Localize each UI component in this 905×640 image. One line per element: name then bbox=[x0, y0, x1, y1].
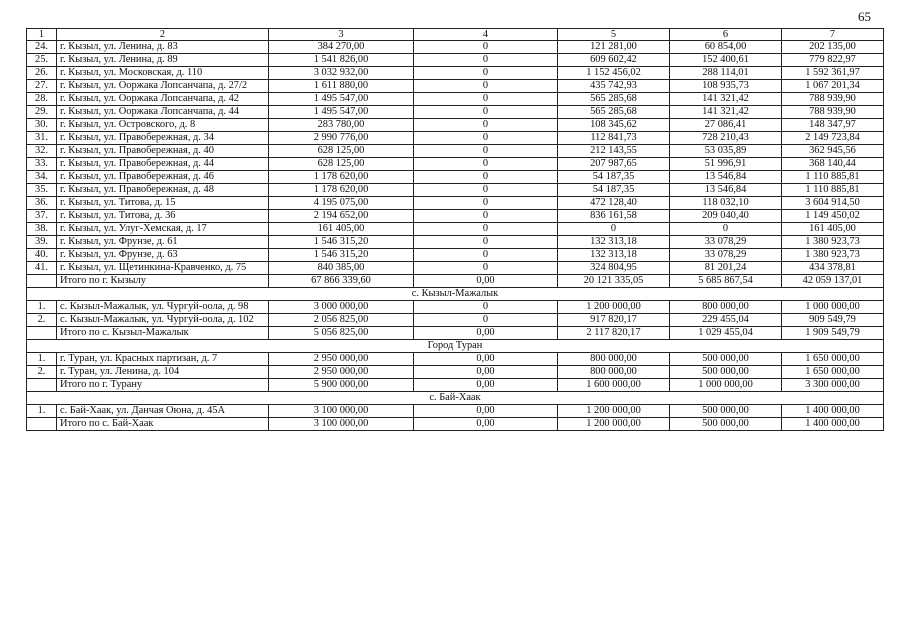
column-4-value: 0 bbox=[414, 106, 558, 119]
column-6-value: 1 000 000,00 bbox=[670, 379, 782, 392]
section-title: с. Бай-Хаак bbox=[27, 392, 884, 405]
row-number: 37. bbox=[27, 210, 57, 223]
address-cell: г. Кызыл, ул. Титова, д. 36 bbox=[57, 210, 269, 223]
column-6-value: 51 996,91 bbox=[670, 158, 782, 171]
address-cell: г. Кызыл, ул. Ооржака Лопсанчапа, д. 42 bbox=[57, 93, 269, 106]
column-4-value: 0 bbox=[414, 210, 558, 223]
column-6-value: 500 000,00 bbox=[670, 366, 782, 379]
column-7-value: 1 067 201,34 bbox=[782, 80, 884, 93]
column-6-value: 81 201,24 bbox=[670, 262, 782, 275]
column-header: 1 bbox=[27, 29, 57, 41]
column-3-value: 384 270,00 bbox=[269, 41, 414, 54]
address-cell: г. Кызыл, ул. Щетинкина-Кравченко, д. 75 bbox=[57, 262, 269, 275]
table-row bbox=[27, 197, 884, 210]
column-4-value: 0 bbox=[414, 184, 558, 197]
column-7-value: 202 135,00 bbox=[782, 41, 884, 54]
total-row bbox=[27, 379, 884, 392]
column-3-value: 1 546 315,20 bbox=[269, 236, 414, 249]
table-row bbox=[27, 145, 884, 158]
address-cell: Итого по с. Кызыл-Мажалык bbox=[57, 327, 269, 340]
column-7-value: 42 059 137,01 bbox=[782, 275, 884, 288]
address-cell: г. Кызыл, ул. Правобережная, д. 34 bbox=[57, 132, 269, 145]
table-row bbox=[27, 314, 884, 327]
row-number bbox=[27, 327, 57, 340]
column-5-value: 132 313,18 bbox=[558, 249, 670, 262]
column-6-value: 229 455,04 bbox=[670, 314, 782, 327]
column-7-value: 362 945,56 bbox=[782, 145, 884, 158]
column-3-value: 283 780,00 bbox=[269, 119, 414, 132]
column-4-value: 0 bbox=[414, 67, 558, 80]
column-5-value: 435 742,93 bbox=[558, 80, 670, 93]
section-title: с. Кызыл-Мажалык bbox=[27, 288, 884, 301]
column-6-value: 33 078,29 bbox=[670, 236, 782, 249]
column-3-value: 1 178 620,00 bbox=[269, 184, 414, 197]
column-3-value: 628 125,00 bbox=[269, 158, 414, 171]
row-number: 30. bbox=[27, 119, 57, 132]
column-5-value: 1 200 000,00 bbox=[558, 405, 670, 418]
column-7-value: 1 380 923,73 bbox=[782, 236, 884, 249]
column-3-value: 2 056 825,00 bbox=[269, 314, 414, 327]
address-cell: Итого по с. Бай-Хаак bbox=[57, 418, 269, 431]
table-row bbox=[27, 119, 884, 132]
row-number: 40. bbox=[27, 249, 57, 262]
column-5-value: 212 143,55 bbox=[558, 145, 670, 158]
column-header-row bbox=[27, 29, 884, 41]
table-row bbox=[27, 249, 884, 262]
column-4-value: 0,00 bbox=[414, 379, 558, 392]
column-7-value: 788 939,90 bbox=[782, 106, 884, 119]
column-3-value: 2 950 000,00 bbox=[269, 366, 414, 379]
row-number: 1. bbox=[27, 353, 57, 366]
column-6-value: 13 546,84 bbox=[670, 171, 782, 184]
column-4-value: 0,00 bbox=[414, 353, 558, 366]
row-number: 29. bbox=[27, 106, 57, 119]
address-cell: г. Кызыл, ул. Ооржака Лопсанчапа, д. 27/2 bbox=[57, 80, 269, 93]
table-row bbox=[27, 41, 884, 54]
row-number: 24. bbox=[27, 41, 57, 54]
address-cell: Итого по г. Кызылу bbox=[57, 275, 269, 288]
column-6-value: 500 000,00 bbox=[670, 353, 782, 366]
column-7-value: 1 149 450,02 bbox=[782, 210, 884, 223]
column-header: 4 bbox=[414, 29, 558, 41]
column-4-value: 0 bbox=[414, 54, 558, 67]
column-5-value: 472 128,40 bbox=[558, 197, 670, 210]
column-4-value: 0 bbox=[414, 223, 558, 236]
row-number: 2. bbox=[27, 314, 57, 327]
column-7-value: 1 400 000,00 bbox=[782, 405, 884, 418]
column-7-value: 3 300 000,00 bbox=[782, 379, 884, 392]
table-row bbox=[27, 171, 884, 184]
column-5-value: 565 285,68 bbox=[558, 93, 670, 106]
column-4-value: 0 bbox=[414, 314, 558, 327]
column-5-value: 54 187,35 bbox=[558, 184, 670, 197]
column-6-value: 728 210,43 bbox=[670, 132, 782, 145]
column-7-value: 368 140,44 bbox=[782, 158, 884, 171]
row-number: 38. bbox=[27, 223, 57, 236]
address-cell: г. Кызыл, ул. Правобережная, д. 40 bbox=[57, 145, 269, 158]
data-table bbox=[26, 28, 884, 431]
column-3-value: 4 195 075,00 bbox=[269, 197, 414, 210]
column-6-value: 118 032,10 bbox=[670, 197, 782, 210]
column-4-value: 0 bbox=[414, 171, 558, 184]
table-row bbox=[27, 366, 884, 379]
column-4-value: 0 bbox=[414, 145, 558, 158]
column-6-value: 500 000,00 bbox=[670, 418, 782, 431]
column-7-value: 788 939,90 bbox=[782, 93, 884, 106]
row-number bbox=[27, 379, 57, 392]
column-4-value: 0,00 bbox=[414, 275, 558, 288]
column-6-value: 209 040,40 bbox=[670, 210, 782, 223]
table-row bbox=[27, 158, 884, 171]
column-7-value: 1 380 923,73 bbox=[782, 249, 884, 262]
column-7-value: 1 110 885,81 bbox=[782, 171, 884, 184]
column-3-value: 1 495 547,00 bbox=[269, 93, 414, 106]
column-3-value: 5 900 000,00 bbox=[269, 379, 414, 392]
column-3-value: 2 990 776,00 bbox=[269, 132, 414, 145]
column-7-value: 1 400 000,00 bbox=[782, 418, 884, 431]
row-number: 41. bbox=[27, 262, 57, 275]
row-number: 28. bbox=[27, 93, 57, 106]
column-5-value: 1 200 000,00 bbox=[558, 301, 670, 314]
row-number: 26. bbox=[27, 67, 57, 80]
column-5-value: 20 121 335,05 bbox=[558, 275, 670, 288]
table-row bbox=[27, 132, 884, 145]
row-number: 25. bbox=[27, 54, 57, 67]
column-6-value: 152 400,61 bbox=[670, 54, 782, 67]
column-4-value: 0 bbox=[414, 132, 558, 145]
address-cell: г. Кызыл, ул. Титова, д. 15 bbox=[57, 197, 269, 210]
total-row bbox=[27, 418, 884, 431]
row-number: 31. bbox=[27, 132, 57, 145]
column-3-value: 3 100 000,00 bbox=[269, 405, 414, 418]
row-number: 1. bbox=[27, 405, 57, 418]
column-3-value: 3 032 932,00 bbox=[269, 67, 414, 80]
column-6-value: 0 bbox=[670, 223, 782, 236]
row-number bbox=[27, 418, 57, 431]
column-3-value: 2 950 000,00 bbox=[269, 353, 414, 366]
column-header: 6 bbox=[670, 29, 782, 41]
column-7-value: 1 000 000,00 bbox=[782, 301, 884, 314]
column-6-value: 53 035,89 bbox=[670, 145, 782, 158]
table-row bbox=[27, 301, 884, 314]
column-5-value: 1 600 000,00 bbox=[558, 379, 670, 392]
column-4-value: 0 bbox=[414, 158, 558, 171]
column-3-value: 3 000 000,00 bbox=[269, 301, 414, 314]
column-5-value: 917 820,17 bbox=[558, 314, 670, 327]
column-5-value: 0 bbox=[558, 223, 670, 236]
column-3-value: 1 611 880,00 bbox=[269, 80, 414, 93]
column-header: 7 bbox=[782, 29, 884, 41]
column-4-value: 0 bbox=[414, 262, 558, 275]
address-cell: г. Кызыл, ул. Фрунзе, д. 63 bbox=[57, 249, 269, 262]
column-3-value: 1 546 315,20 bbox=[269, 249, 414, 262]
section-header-row bbox=[27, 288, 884, 301]
total-row bbox=[27, 327, 884, 340]
column-7-value: 1 650 000,00 bbox=[782, 366, 884, 379]
table-row bbox=[27, 405, 884, 418]
column-4-value: 0 bbox=[414, 236, 558, 249]
column-7-value: 3 604 914,50 bbox=[782, 197, 884, 210]
column-3-value: 67 866 339,60 bbox=[269, 275, 414, 288]
row-number: 33. bbox=[27, 158, 57, 171]
column-7-value: 161 405,00 bbox=[782, 223, 884, 236]
column-4-value: 0,00 bbox=[414, 327, 558, 340]
row-number: 39. bbox=[27, 236, 57, 249]
column-6-value: 141 321,42 bbox=[670, 93, 782, 106]
column-header: 2 bbox=[57, 29, 269, 41]
table-row bbox=[27, 262, 884, 275]
column-3-value: 3 100 000,00 bbox=[269, 418, 414, 431]
column-6-value: 288 114,01 bbox=[670, 67, 782, 80]
column-3-value: 628 125,00 bbox=[269, 145, 414, 158]
column-6-value: 60 854,00 bbox=[670, 41, 782, 54]
address-cell: с. Бай-Хаак, ул. Данчая Оюна, д. 45А bbox=[57, 405, 269, 418]
row-number: 32. bbox=[27, 145, 57, 158]
row-number bbox=[27, 275, 57, 288]
row-number: 34. bbox=[27, 171, 57, 184]
column-3-value: 5 056 825,00 bbox=[269, 327, 414, 340]
address-cell: Итого по г. Турану bbox=[57, 379, 269, 392]
column-6-value: 800 000,00 bbox=[670, 301, 782, 314]
column-5-value: 800 000,00 bbox=[558, 353, 670, 366]
column-5-value: 324 804,95 bbox=[558, 262, 670, 275]
row-number: 2. bbox=[27, 366, 57, 379]
column-7-value: 434 378,81 bbox=[782, 262, 884, 275]
table-row bbox=[27, 93, 884, 106]
table-row bbox=[27, 236, 884, 249]
column-5-value: 609 602,42 bbox=[558, 54, 670, 67]
column-4-value: 0 bbox=[414, 41, 558, 54]
column-3-value: 1 178 620,00 bbox=[269, 171, 414, 184]
table-row bbox=[27, 54, 884, 67]
row-number: 35. bbox=[27, 184, 57, 197]
table-row bbox=[27, 184, 884, 197]
column-6-value: 1 029 455,04 bbox=[670, 327, 782, 340]
column-6-value: 5 685 867,54 bbox=[670, 275, 782, 288]
address-cell: г. Кызыл, ул. Правобережная, д. 48 bbox=[57, 184, 269, 197]
column-4-value: 0 bbox=[414, 249, 558, 262]
row-number: 36. bbox=[27, 197, 57, 210]
column-7-value: 909 549,79 bbox=[782, 314, 884, 327]
address-cell: г. Кызыл, ул. Фрунзе, д. 61 bbox=[57, 236, 269, 249]
address-cell: г. Туран, ул. Красных партизан, д. 7 bbox=[57, 353, 269, 366]
row-number: 1. bbox=[27, 301, 57, 314]
section-header-row bbox=[27, 340, 884, 353]
column-7-value: 2 149 723,84 bbox=[782, 132, 884, 145]
column-7-value: 148 347,97 bbox=[782, 119, 884, 132]
address-cell: г. Туран, ул. Ленина, д. 104 bbox=[57, 366, 269, 379]
address-cell: г. Кызыл, ул. Московская, д. 110 bbox=[57, 67, 269, 80]
column-7-value: 779 822,97 bbox=[782, 54, 884, 67]
column-4-value: 0 bbox=[414, 119, 558, 132]
column-5-value: 132 313,18 bbox=[558, 236, 670, 249]
address-cell: г. Кызыл, ул. Ленина, д. 83 bbox=[57, 41, 269, 54]
column-5-value: 1 200 000,00 bbox=[558, 418, 670, 431]
table-row bbox=[27, 80, 884, 93]
address-cell: г. Кызыл, ул. Правобережная, д. 44 bbox=[57, 158, 269, 171]
address-cell: г. Кызыл, ул. Правобережная, д. 46 bbox=[57, 171, 269, 184]
column-4-value: 0,00 bbox=[414, 366, 558, 379]
address-cell: г. Кызыл, ул. Ооржака Лопсанчапа, д. 44 bbox=[57, 106, 269, 119]
column-5-value: 121 281,00 bbox=[558, 41, 670, 54]
column-5-value: 108 345,62 bbox=[558, 119, 670, 132]
table-row bbox=[27, 106, 884, 119]
column-4-value: 0,00 bbox=[414, 418, 558, 431]
table-row bbox=[27, 353, 884, 366]
total-row bbox=[27, 275, 884, 288]
column-7-value: 1 592 361,97 bbox=[782, 67, 884, 80]
column-4-value: 0 bbox=[414, 80, 558, 93]
column-5-value: 54 187,35 bbox=[558, 171, 670, 184]
column-6-value: 108 935,73 bbox=[670, 80, 782, 93]
column-5-value: 565 285,68 bbox=[558, 106, 670, 119]
address-cell: г. Кызыл, ул. Улуг-Хемская, д. 17 bbox=[57, 223, 269, 236]
column-7-value: 1 650 000,00 bbox=[782, 353, 884, 366]
table-row bbox=[27, 223, 884, 236]
column-3-value: 1 541 826,00 bbox=[269, 54, 414, 67]
page-number: 65 bbox=[858, 9, 871, 24]
column-3-value: 2 194 652,00 bbox=[269, 210, 414, 223]
column-7-value: 1 110 885,81 bbox=[782, 184, 884, 197]
address-cell: г. Кызыл, ул. Островского, д. 8 bbox=[57, 119, 269, 132]
column-5-value: 836 161,58 bbox=[558, 210, 670, 223]
column-4-value: 0 bbox=[414, 197, 558, 210]
address-cell: г. Кызыл, ул. Ленина, д. 89 bbox=[57, 54, 269, 67]
column-6-value: 500 000,00 bbox=[670, 405, 782, 418]
column-header: 3 bbox=[269, 29, 414, 41]
column-3-value: 161 405,00 bbox=[269, 223, 414, 236]
section-header-row bbox=[27, 392, 884, 405]
column-4-value: 0 bbox=[414, 93, 558, 106]
column-3-value: 840 385,00 bbox=[269, 262, 414, 275]
column-4-value: 0,00 bbox=[414, 405, 558, 418]
column-5-value: 1 152 456,02 bbox=[558, 67, 670, 80]
column-4-value: 0 bbox=[414, 301, 558, 314]
column-6-value: 27 086,41 bbox=[670, 119, 782, 132]
table-row bbox=[27, 210, 884, 223]
row-number: 27. bbox=[27, 80, 57, 93]
column-5-value: 207 987,65 bbox=[558, 158, 670, 171]
address-cell: с. Кызыл-Мажалык, ул. Чургуй-оола, д. 102 bbox=[57, 314, 269, 327]
column-5-value: 2 117 820,17 bbox=[558, 327, 670, 340]
address-cell: с. Кызыл-Мажалык, ул. Чургуй-оола, д. 98 bbox=[57, 301, 269, 314]
column-6-value: 141 321,42 bbox=[670, 106, 782, 119]
section-title: Город Туран bbox=[27, 340, 884, 353]
column-5-value: 112 841,73 bbox=[558, 132, 670, 145]
column-5-value: 800 000,00 bbox=[558, 366, 670, 379]
column-6-value: 13 546,84 bbox=[670, 184, 782, 197]
column-header: 5 bbox=[558, 29, 670, 41]
column-7-value: 1 909 549,79 bbox=[782, 327, 884, 340]
column-6-value: 33 078,29 bbox=[670, 249, 782, 262]
table-row bbox=[27, 67, 884, 80]
column-3-value: 1 495 547,00 bbox=[269, 106, 414, 119]
